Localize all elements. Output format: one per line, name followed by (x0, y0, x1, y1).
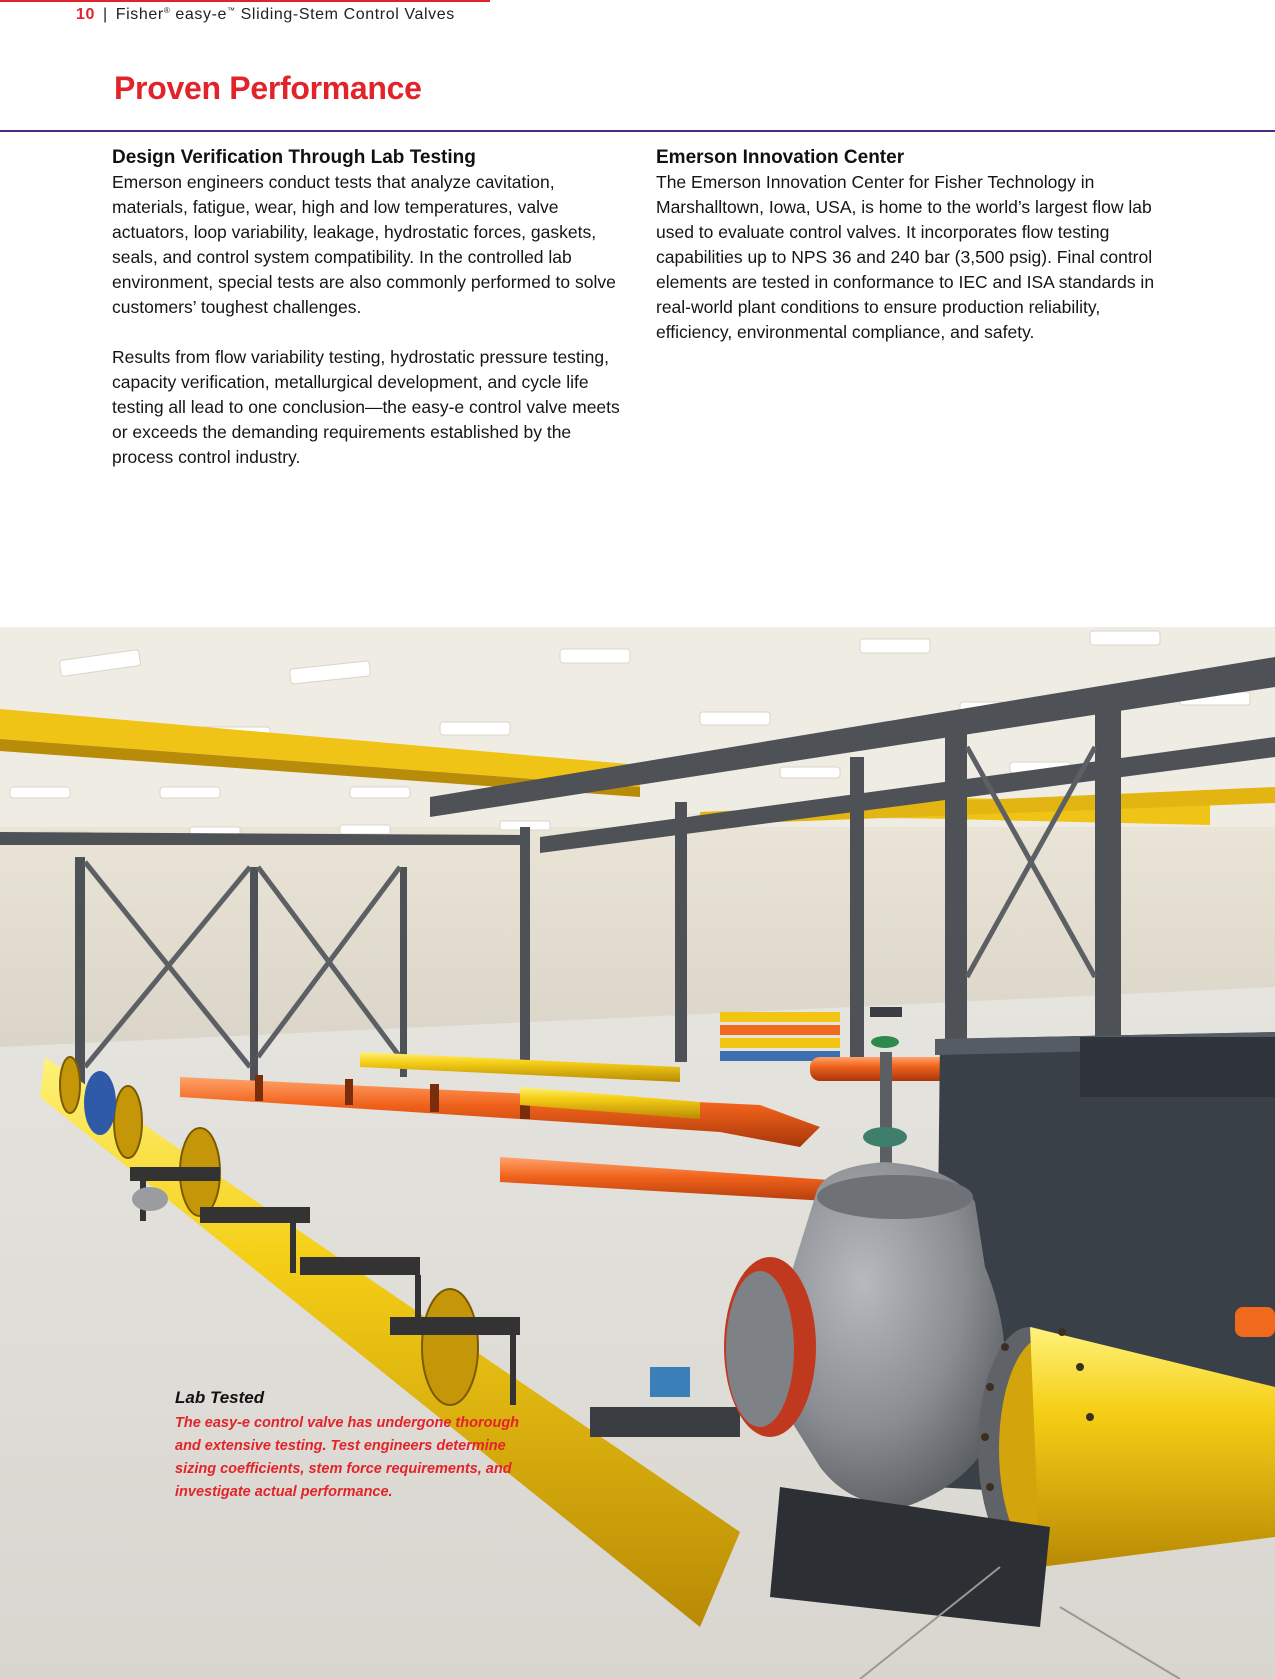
lab-testing-heading: Design Verification Through Lab Testing (112, 147, 476, 168)
trademark-mark: ™ (227, 6, 236, 15)
header-brand: Fisher (115, 6, 164, 23)
caption-title: Lab Tested (175, 1388, 265, 1407)
lab-testing-paragraph-1: Emerson engineers conduct tests that analyze cavitation, materials, fatigue, wear, high and low temperatures, valve actuators, loop variability, leakage, hydrostatic forces, gaskets, seals, and control system compatibility. In the controlled lab environment, special tests are also commonly performed to solve customers’ toughest challenges. (112, 172, 616, 317)
title-divider (0, 130, 1275, 132)
header-separator: | (103, 6, 108, 23)
caption-body: The easy-e control valve has undergone thorough and extensive testing. Test engineers determine sizing coefficients, stem force requirements, and investigate actual performance. (175, 1415, 520, 1500)
flow-lab-photo (0, 627, 1275, 1679)
registered-mark: ® (163, 6, 171, 15)
left-column (112, 146, 632, 495)
header-product: easy-e (175, 6, 227, 23)
header-accent-rule (0, 0, 490, 2)
running-header (76, 6, 455, 24)
page-number: 10 (76, 6, 95, 23)
lab-testing-paragraph-2: Results from flow variability testing, hydrostatic pressure testing, capacity verification, metallurgical development, and cycle life testing all lead to one conclusion—the easy-e control valve meets or exceeds the demanding requirements established by the process control industry. (112, 347, 620, 467)
innovation-center-heading: Emerson Innovation Center (656, 147, 905, 168)
header-doc-title: Sliding-Stem Control Valves (240, 6, 455, 23)
innovation-center-paragraph: The Emerson Innovation Center for Fisher Technology in Marshalltown, Iowa, USA, is home to the world’s largest flow lab used to evaluate control valves. It incorporates flow testing capabilities up to NPS 36 and 240 bar (3,500 psig). Final control elements are tested in conformance to IEC and ISA standards in real-world plant conditions to ensure production reliability, efficiency, environmental compliance, and safety. (656, 172, 1155, 342)
right-column (656, 146, 1168, 370)
page-title: Proven Performance (114, 70, 422, 106)
photo-caption (175, 1388, 535, 1504)
